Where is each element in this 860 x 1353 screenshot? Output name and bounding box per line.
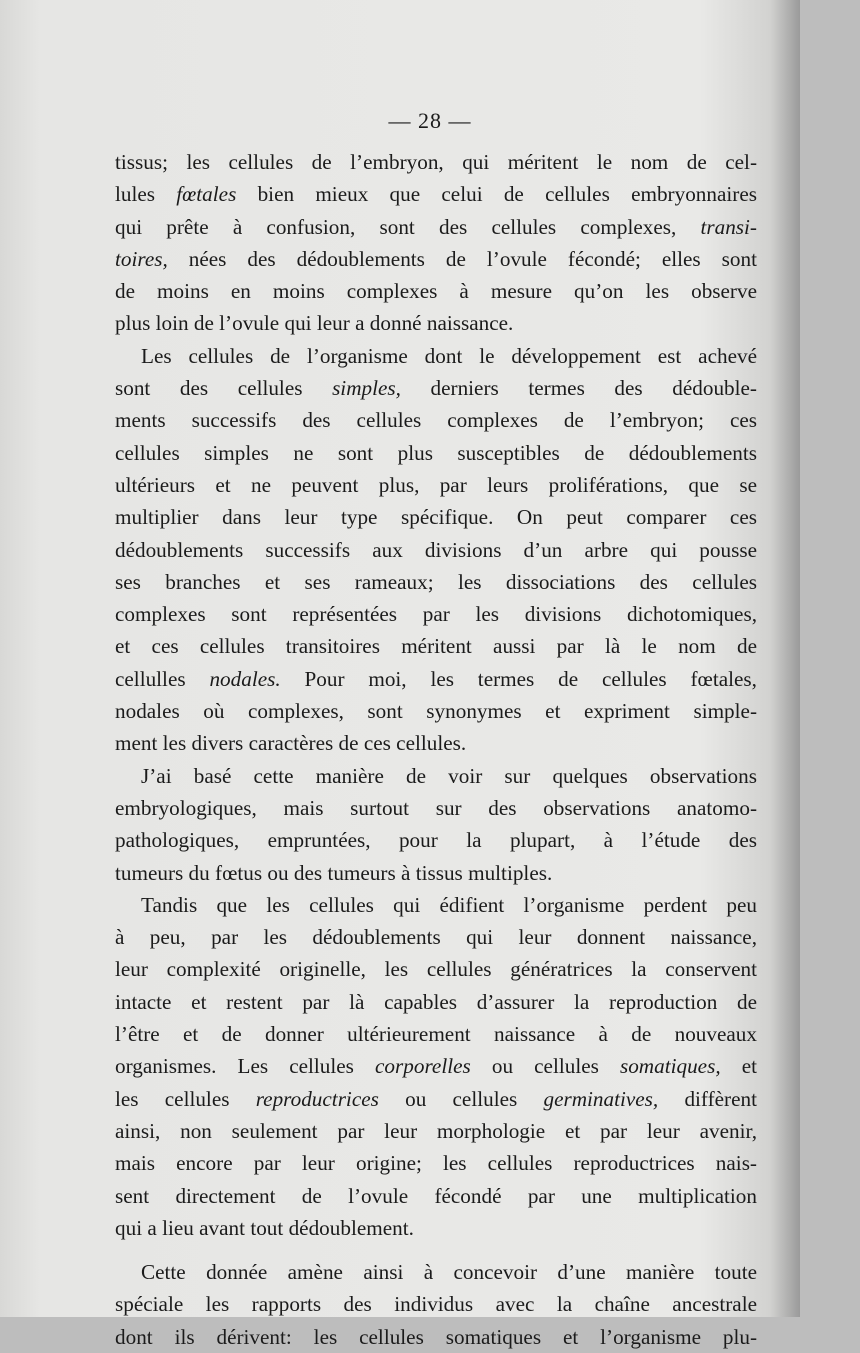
text-line xyxy=(115,921,757,953)
italic-text: simples, xyxy=(332,376,401,401)
text-run: multiplier dans leur type spécifique. On peut comparer ces xyxy=(115,505,757,530)
text-run: spéciale les rapports des individus avec la chaîne ancestrale xyxy=(115,1292,757,1317)
text-run: de moins en moins complexes à mesure qu’on les observe xyxy=(115,279,757,304)
text-line xyxy=(115,792,757,824)
text-line xyxy=(115,857,757,889)
text-run: l’être et de donner ultérieurement naissance à de nouveaux xyxy=(115,1022,757,1047)
text-run: qui a lieu avant tout dédoublement. xyxy=(115,1215,414,1240)
text-run: lules xyxy=(115,182,177,207)
italic-text: fœtales xyxy=(176,182,237,207)
text-line xyxy=(115,727,757,759)
text-line xyxy=(115,211,757,243)
text-run: sent directement de l’ovule fécondé par une multiplication xyxy=(115,1183,757,1208)
text-run: et ces cellules transitoires méritent aussi par là le nom de xyxy=(115,634,757,659)
text-run: ses branches et ses rameaux; les dissociations des cellules xyxy=(115,569,757,594)
text-run: plus loin de l’ovule qui leur a donné naissance. xyxy=(115,311,514,336)
text-line xyxy=(115,986,757,1018)
text-line xyxy=(115,566,757,598)
text-run: ou cellules xyxy=(378,1086,544,1111)
text-run: dédoublements successifs aux divisions d’un arbre qui pousse xyxy=(115,537,757,562)
italic-text: toires, xyxy=(115,246,168,271)
text-run: intacte et restent par là capables d’assurer la reproduction de xyxy=(115,989,757,1014)
text-line xyxy=(115,663,757,695)
text-run: organismes. Les cellules xyxy=(115,1054,376,1079)
paragraph xyxy=(115,146,757,340)
text-run: nodales où complexes, sont synonymes et expriment simple- xyxy=(115,699,757,724)
text-line xyxy=(115,340,757,372)
text-run: cellules simples ne sont plus susceptibles de dédoublements xyxy=(115,440,757,465)
text-line xyxy=(115,437,757,469)
text-line xyxy=(115,372,757,404)
text-run: ou cellules xyxy=(470,1054,620,1079)
paragraph xyxy=(115,760,757,889)
text-line xyxy=(115,275,757,307)
text-run: derniers termes des dédouble- xyxy=(400,376,757,401)
text-line xyxy=(115,178,757,210)
text-line xyxy=(115,1083,757,1115)
text-run: Tandis que les cellules qui édifient l’organisme perdent peu xyxy=(141,892,757,917)
text-run: Pour moi, les termes de cellules fœtales, xyxy=(280,666,757,691)
text-line xyxy=(115,146,757,178)
text-run: ultérieurs et ne peuvent plus, par leurs proliférations, que se xyxy=(115,472,757,497)
text-line xyxy=(115,243,757,275)
text-run: complexes sont représentées par les divisions dichotomiques, xyxy=(115,602,757,627)
text-line xyxy=(115,953,757,985)
text-run: mais encore par leur origine; les cellules reproductrices nais- xyxy=(115,1151,757,1176)
text-run: J’ai basé cette manière de voir sur quelques observations xyxy=(141,763,757,788)
text-line xyxy=(115,404,757,436)
text-line xyxy=(115,534,757,566)
text-line xyxy=(115,1050,757,1082)
text-line xyxy=(115,889,757,921)
text-line xyxy=(115,695,757,727)
italic-text: corporelles xyxy=(375,1054,471,1079)
text-run: ments successifs des cellules complexes de l’embryon; ces xyxy=(115,408,757,433)
text-run: nées des dédoublements de l’ovule fécondé; elles sont xyxy=(167,246,757,271)
text-run: ainsi, non seulement par leur morphologie et par leur avenir, xyxy=(115,1118,757,1143)
text-line xyxy=(115,760,757,792)
text-line xyxy=(115,1256,757,1288)
text-line xyxy=(115,1147,757,1179)
text-run: tumeurs du fœtus ou des tumeurs à tissus multiples. xyxy=(115,860,553,885)
italic-text: reproductrices xyxy=(255,1086,379,1111)
text-run: cellulles xyxy=(115,666,210,691)
text-run: ment les divers caractères de ces cellules. xyxy=(115,731,467,756)
text-run: diffèrent xyxy=(658,1086,757,1111)
text-run: dont ils dérivent: les cellules somatiques et l’organisme plu- xyxy=(115,1324,757,1349)
body-text xyxy=(115,146,757,1353)
text-line xyxy=(115,824,757,856)
text-run: tissus; les cellules de l’embryon, qui méritent le nom de cel- xyxy=(115,150,757,174)
text-run: et xyxy=(720,1054,758,1079)
paragraph xyxy=(115,340,757,760)
text-line xyxy=(115,469,757,501)
text-line xyxy=(115,1180,757,1212)
text-line xyxy=(115,501,757,533)
text-run: bien mieux que celui de cellules embryonnaires xyxy=(236,182,757,207)
text-line xyxy=(115,598,757,630)
text-line xyxy=(115,1288,757,1320)
text-line xyxy=(115,630,757,662)
text-run: embryologiques, mais surtout sur des observations anatomo- xyxy=(115,795,757,820)
text-run: Cette donnée amène ainsi à concevoir d’une manière toute xyxy=(141,1260,757,1285)
text-run: à peu, par les dédoublements qui leur donnent naissance, xyxy=(115,925,757,950)
text-line xyxy=(115,1321,757,1353)
paragraph xyxy=(115,1256,757,1353)
paragraph xyxy=(115,889,757,1244)
italic-text: germinatives, xyxy=(543,1086,659,1111)
text-run: qui prête à confusion, sont des cellules complexes, xyxy=(115,214,701,239)
italic-text: nodales. xyxy=(209,666,281,691)
text-run: leur complexité originelle, les cellules génératrices la conservent xyxy=(115,957,757,982)
text-line xyxy=(115,1115,757,1147)
text-line xyxy=(115,1018,757,1050)
italic-text: somatiques, xyxy=(619,1054,721,1079)
page-number: — 28 — xyxy=(388,108,472,133)
italic-text: transi- xyxy=(700,214,757,239)
text-line xyxy=(115,1212,757,1244)
text-line xyxy=(115,307,757,339)
text-run: les cellules xyxy=(115,1086,256,1111)
text-run: sont des cellules xyxy=(115,376,333,401)
text-run: pathologiques, empruntées, pour la plupart, à l’étude des xyxy=(115,828,757,853)
text-run: Les cellules de l’organisme dont le développement est achevé xyxy=(141,343,757,368)
